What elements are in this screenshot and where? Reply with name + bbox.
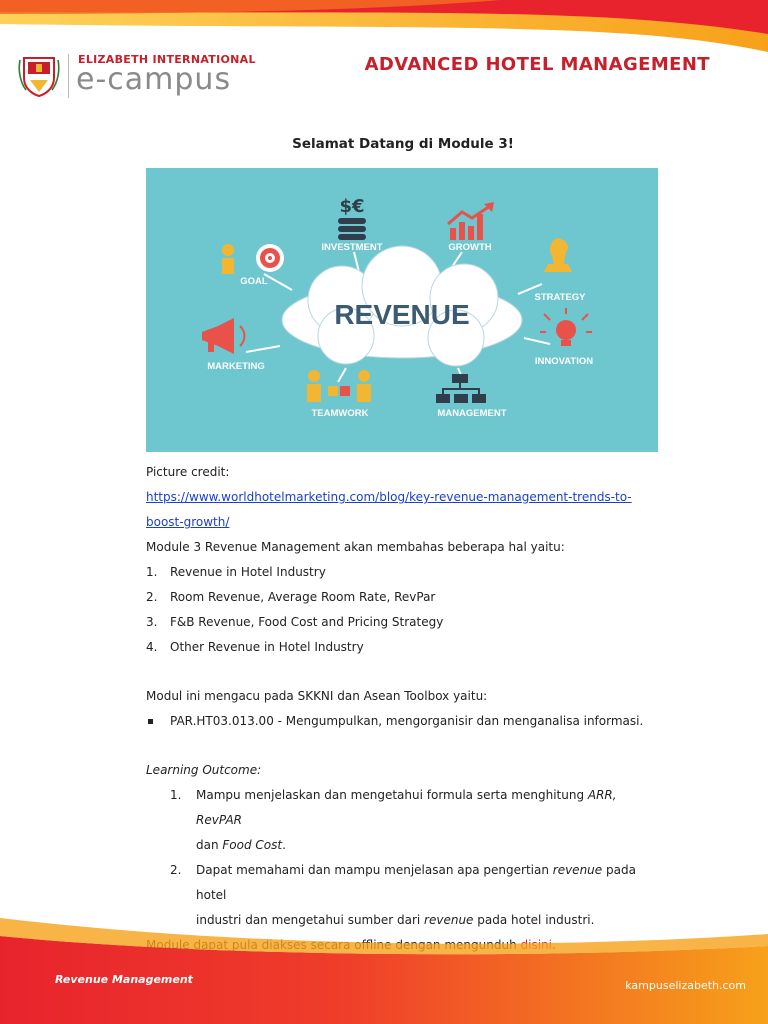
course-title: ADVANCED HOTEL MANAGEMENT [364,54,710,75]
hero-label-growth: GROWTH [448,242,492,253]
footer-website[interactable]: kampuselizabeth.com [625,979,746,992]
footer-decoration [0,916,768,1024]
topic-list [146,560,660,660]
revenue-illustration [146,168,658,452]
footer-module-name: Revenue Management [55,973,193,986]
learning-outcome-title: Learning Outcome: [146,763,262,777]
standards-intro: Modul ini mengacu pada SKKNI dan Asean Toolbox yaitu: [146,689,488,703]
brand-name: e-campus [76,62,232,97]
intro-text: Module 3 Revenue Management akan membahas beberapa hal yaitu: [146,540,565,554]
list-item: 4. Other Revenue in Hotel Industry [146,640,364,654]
crest-icon [16,52,62,98]
list-item: 1. Revenue in Hotel Industry [146,565,326,579]
logo-divider [68,54,69,98]
list-item: 2. Room Revenue, Average Room Rate, RevPar [146,590,436,604]
org-name: ELIZABETH INTERNATIONAL [78,53,256,66]
hero-label-strategy: STRATEGY [534,292,586,303]
svg-text:$€: $€ [339,196,365,217]
credit-link[interactable] [146,485,660,535]
hero-label-investment: INVESTMENT [321,242,383,253]
hero-label-marketing: MARKETING [207,361,265,372]
list-item: PAR.HT03.013.00 - Mengumpulkan, mengorganisir dan menganalisa informasi. [146,709,660,734]
learning-outcome-list [146,783,660,933]
hero-label-teamwork: TEAMWORK [311,408,369,419]
list-item: 2. Dapat memahami dan mampu menjelasan apa pengertian revenue pada hotel industri dan mengetahui sumber dari revenue pada hotel industri. [170,863,636,927]
standards-list [146,709,660,734]
list-item: 1. Mampu menjelaskan dan mengetahui formula serta menghitung ARR, RevPAR dan Food Cost. [170,788,617,852]
credit-link-line-1[interactable]: https://www.worldhotelmarketing.com/blog/key-revenue-management-trends-to- [146,490,632,504]
list-item: 3. F&B Revenue, Food Cost and Pricing Strategy [146,615,444,629]
hero-label-goal: GOAL [240,276,268,287]
hero-center-label: REVENUE [334,299,470,330]
welcome-heading: Selamat Datang di Module 3! [292,136,514,152]
credit-label: Picture credit: [146,465,230,479]
hero-label-innovation: INNOVATION [534,356,594,367]
document-body [146,130,660,958]
credit-link-line-2[interactable]: boost-growth/ [146,515,230,529]
hero-label-management: MANAGEMENT [437,408,507,419]
logo[interactable] [16,50,256,102]
